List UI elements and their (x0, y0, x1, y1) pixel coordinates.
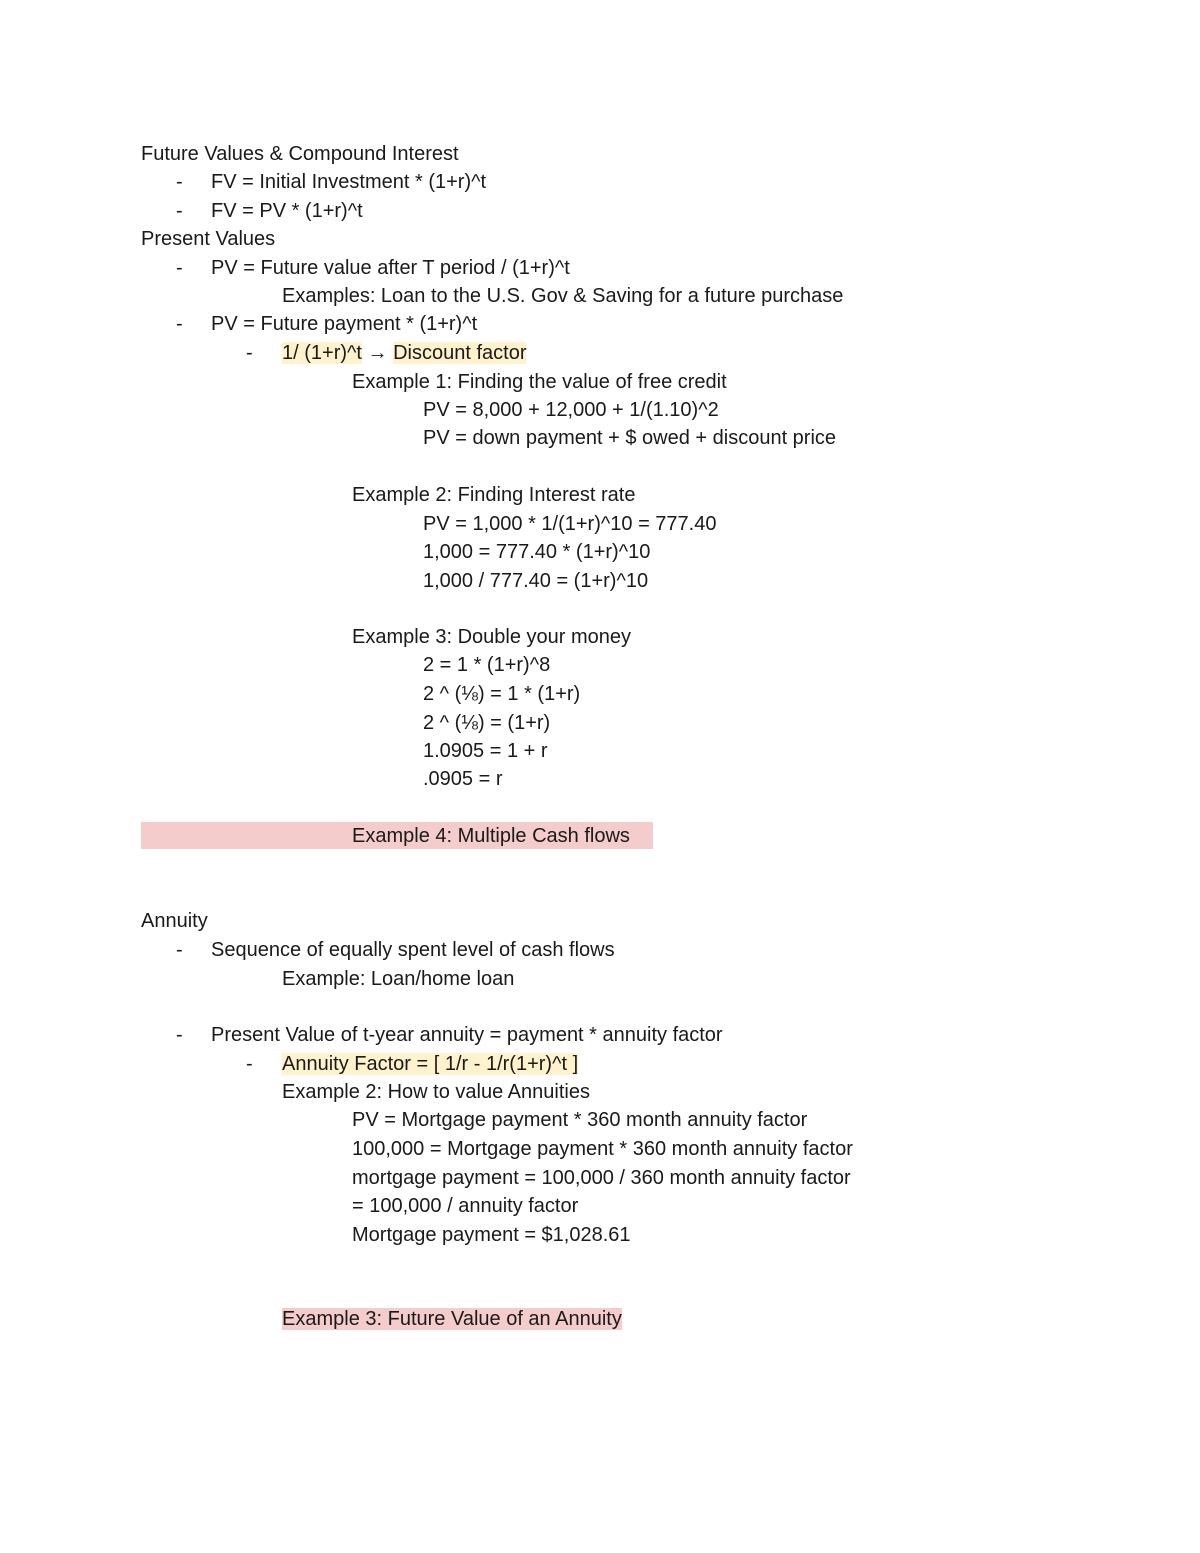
discount-factor-label: Discount factor (393, 342, 527, 364)
annuity-example-2-title: Example 2: How to value Annuities (282, 1081, 590, 1103)
discount-factor-line (282, 340, 526, 366)
example-3-line-2: 2 ^ (⅛) = 1 * (1+r) (423, 683, 581, 705)
arrow-icon: → (361, 342, 394, 364)
example-2-title: Example 2: Finding Interest rate (352, 484, 636, 506)
bullet-dash: - (176, 1024, 183, 1046)
example-3-title: Example 3: Double your money (352, 626, 632, 648)
discount-formula: 1/ (1+r)^t (282, 342, 362, 364)
example-2-line-3: 1,000 / 777.40 = (1+r)^10 (423, 570, 649, 592)
example-3-line-1: 2 = 1 * (1+r)^8 (423, 654, 551, 676)
bullet-dash: - (176, 313, 183, 335)
bullet-dash: - (246, 342, 253, 364)
pv-formula-2: PV = Future payment * (1+r)^t (211, 313, 478, 335)
annuity-pv-formula: Present Value of t-year annuity = payment * annuity factor (211, 1024, 723, 1046)
example-3-line-3: 2 ^ (⅛) = (1+r) (423, 712, 551, 734)
pv-examples: Examples: Loan to the U.S. Gov & Saving for a future purchase (282, 285, 844, 307)
pv-formula-1: PV = Future value after T period / (1+r)^t (211, 257, 570, 279)
bullet-dash: - (176, 171, 183, 193)
annuity-example-3-title: Example 3: Future Value of an Annuity (282, 1308, 622, 1330)
bullet-dash: - (176, 200, 183, 222)
example-2-line-2: 1,000 = 777.40 * (1+r)^10 (423, 541, 651, 563)
example-1-line-1: PV = 8,000 + 12,000 + 1/(1.10)^2 (423, 399, 719, 421)
annuity-example: Example: Loan/home loan (282, 968, 515, 990)
fv-formula-2: FV = PV * (1+r)^t (211, 200, 363, 222)
example-1-line-2: PV = down payment + $ owed + discount price (423, 427, 837, 449)
section-heading-annuity: Annuity (141, 910, 208, 932)
annuity-example-2-line-2: 100,000 = Mortgage payment * 360 month annuity factor (352, 1138, 853, 1160)
annuity-example-2-line-3: mortgage payment = 100,000 / 360 month annuity factor (352, 1167, 851, 1189)
example-3-line-4: 1.0905 = 1 + r (423, 740, 548, 762)
bullet-dash: - (246, 1053, 253, 1075)
annuity-example-2-line-5: Mortgage payment = $1,028.61 (352, 1224, 631, 1246)
example-1-title: Example 1: Finding the value of free credit (352, 371, 727, 393)
annuity-factor-formula: Annuity Factor = [ 1/r - 1/r(1+r)^t ] (282, 1053, 579, 1075)
bullet-dash: - (176, 257, 183, 279)
bullet-dash: - (176, 939, 183, 961)
annuity-definition: Sequence of equally spent level of cash flows (211, 939, 615, 961)
example-3-line-5: .0905 = r (423, 768, 503, 790)
annuity-factor-line (282, 1051, 578, 1077)
section-heading-future-values: Future Values & Compound Interest (141, 143, 459, 165)
annuity-example-3-line (282, 1306, 622, 1332)
annuity-example-2-line-4: = 100,000 / annuity factor (352, 1195, 579, 1217)
annuity-example-2-line-1: PV = Mortgage payment * 360 month annuity factor (352, 1109, 808, 1131)
section-heading-present-values: Present Values (141, 228, 276, 250)
example-2-line-1: PV = 1,000 * 1/(1+r)^10 = 777.40 (423, 513, 717, 535)
example-4-title: Example 4: Multiple Cash flows (352, 825, 630, 847)
fv-formula-1: FV = Initial Investment * (1+r)^t (211, 171, 487, 193)
